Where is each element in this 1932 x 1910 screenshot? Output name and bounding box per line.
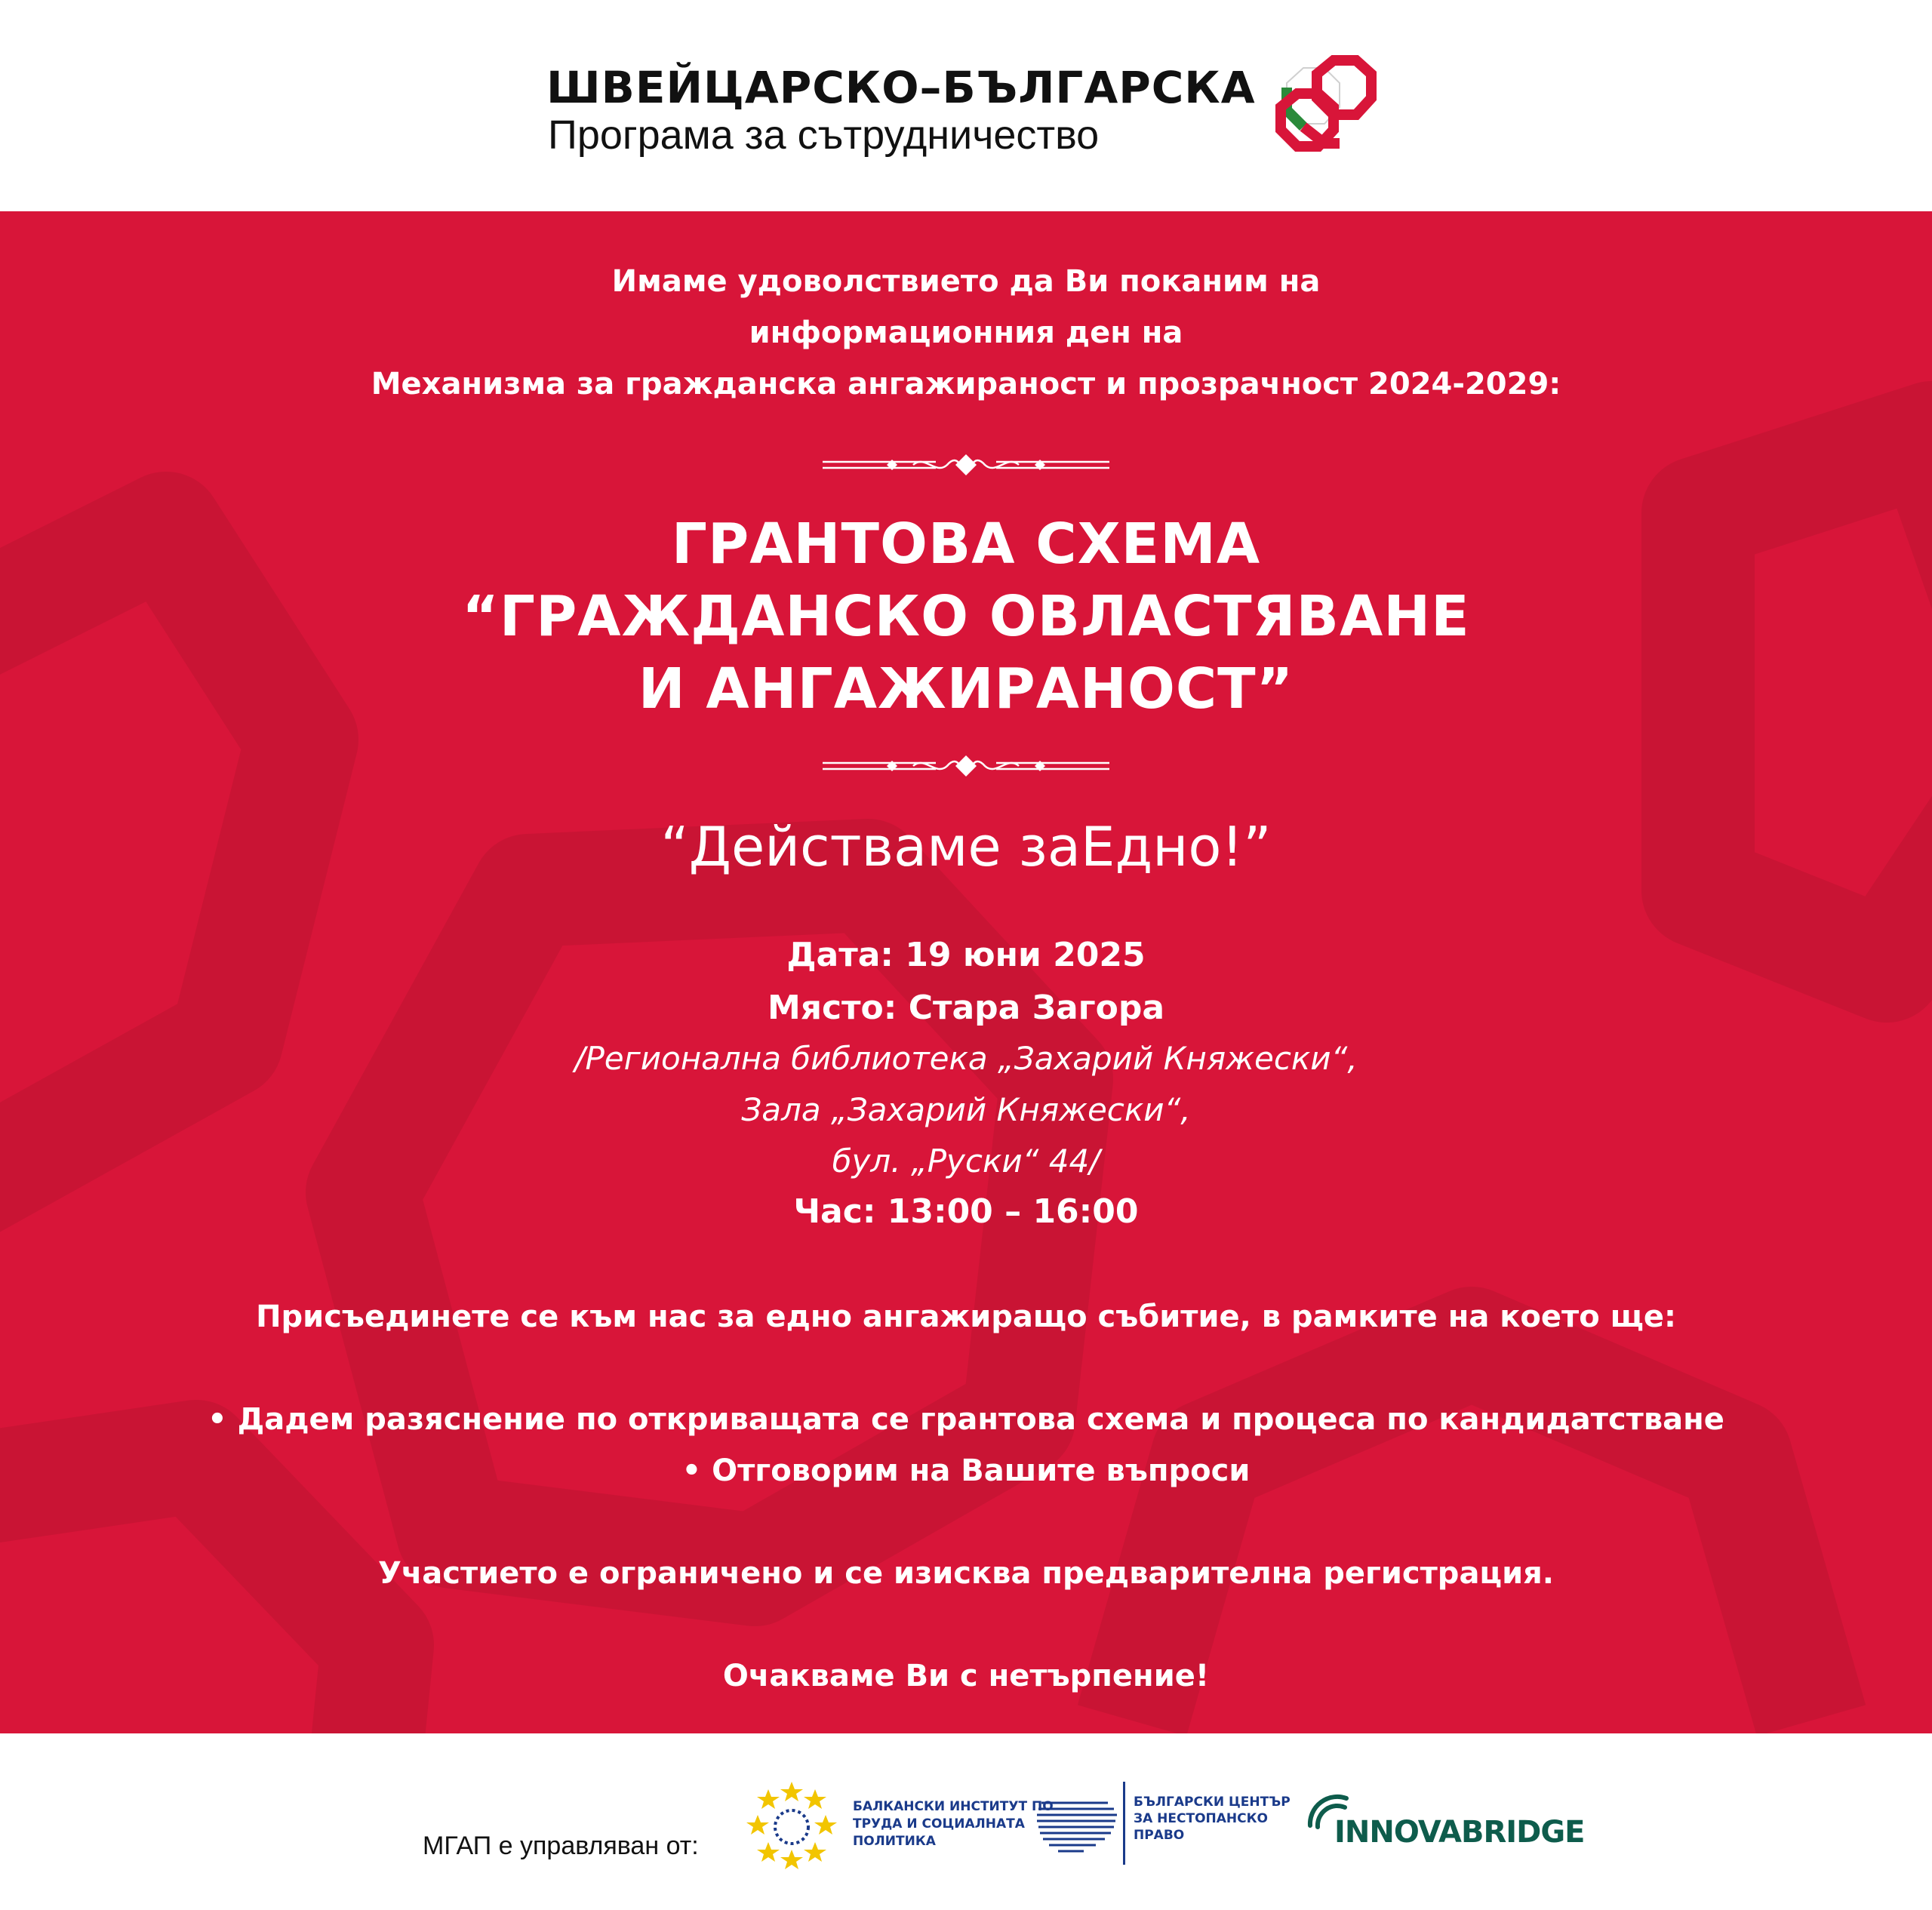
partner-innovabridge-name: INNOVABRIDGE (1334, 1815, 1585, 1850)
partner2-line3: ПРАВО (1134, 1828, 1185, 1843)
headline-line-3: И АНГАЖИРАНОСТ” (638, 657, 1294, 721)
headline-line-2: “ГРАЖДАНСКО ОВЛАСТЯВАНЕ (462, 584, 1470, 649)
managed-by-label: МГАП е управляван от: (423, 1832, 699, 1860)
address-line-3: бул. „Руски“ 44/ (832, 1143, 1100, 1180)
event-time: Час: 13:00 – 16:00 (793, 1192, 1139, 1231)
intro-line-2: информационния ден на (749, 315, 1183, 350)
address-line-1: /Регионална библиотека „Захарий Княжески“, (574, 1040, 1358, 1077)
partner1-line2: ТРУДА И СОЦИАЛНАТА (853, 1816, 1025, 1832)
partner2-line2: ЗА НЕСТОПАНСКО (1134, 1811, 1268, 1826)
intro-line-1: Имаме удоволствието да Ви поканим на (611, 264, 1321, 299)
partner-bcnp-name (1134, 1794, 1291, 1844)
partner-divider (1123, 1782, 1125, 1865)
registration-note: Участието е ограничено и се изисква предварителна регистрация. (378, 1556, 1554, 1591)
slogan: “Действаме заЕдно!” (660, 815, 1272, 878)
intro-line-3: Механизма за гражданска ангажираност и прозрачност 2024-2029: (371, 367, 1561, 401)
event-date: Дата: 19 юни 2025 (786, 936, 1146, 974)
event-place: Място: Стара Загора (767, 989, 1165, 1027)
eu-stars-icon (743, 1777, 841, 1875)
program-title: ШВЕЙЦАРСКО–БЪЛГАРСКА (546, 62, 1256, 113)
footer (0, 1733, 1932, 1910)
closing-text: Очакваме Ви с нетърпение! (722, 1659, 1210, 1693)
bullet-item-2: • Отговорим на Вашите въпроси (681, 1453, 1251, 1488)
invitation-panel (0, 211, 1932, 1733)
partner-bilsp-name (853, 1798, 1054, 1850)
join-text: Присъединете се към нас за едно ангажиращо събитие, в рамките на което ще: (256, 1299, 1676, 1334)
partner2-line1: БЪЛГАРСКИ ЦЕНТЪР (1134, 1795, 1291, 1810)
header (0, 0, 1932, 211)
partner1-line3: ПОЛИТИКА (853, 1834, 936, 1849)
address-line-2: Зала „Захарий Княжески“, (741, 1091, 1191, 1128)
ornament-divider-top (823, 450, 1109, 480)
headline-line-1: ГРАНТОВА СХЕМА (671, 512, 1261, 577)
bullet-item-1: • Дадем разяснение по откриващата се грантова схема и процеса по кандидатстване (208, 1402, 1724, 1437)
partner1-line1: БАЛКАНСКИ ИНСТИТУТ ПО (853, 1799, 1054, 1814)
program-subtitle: Програма за сътрудничество (548, 112, 1100, 158)
bulgaria-map-icon (1035, 1795, 1118, 1856)
ornament-divider-bottom (823, 751, 1109, 781)
interlocked-octagons-icon (1264, 54, 1385, 160)
